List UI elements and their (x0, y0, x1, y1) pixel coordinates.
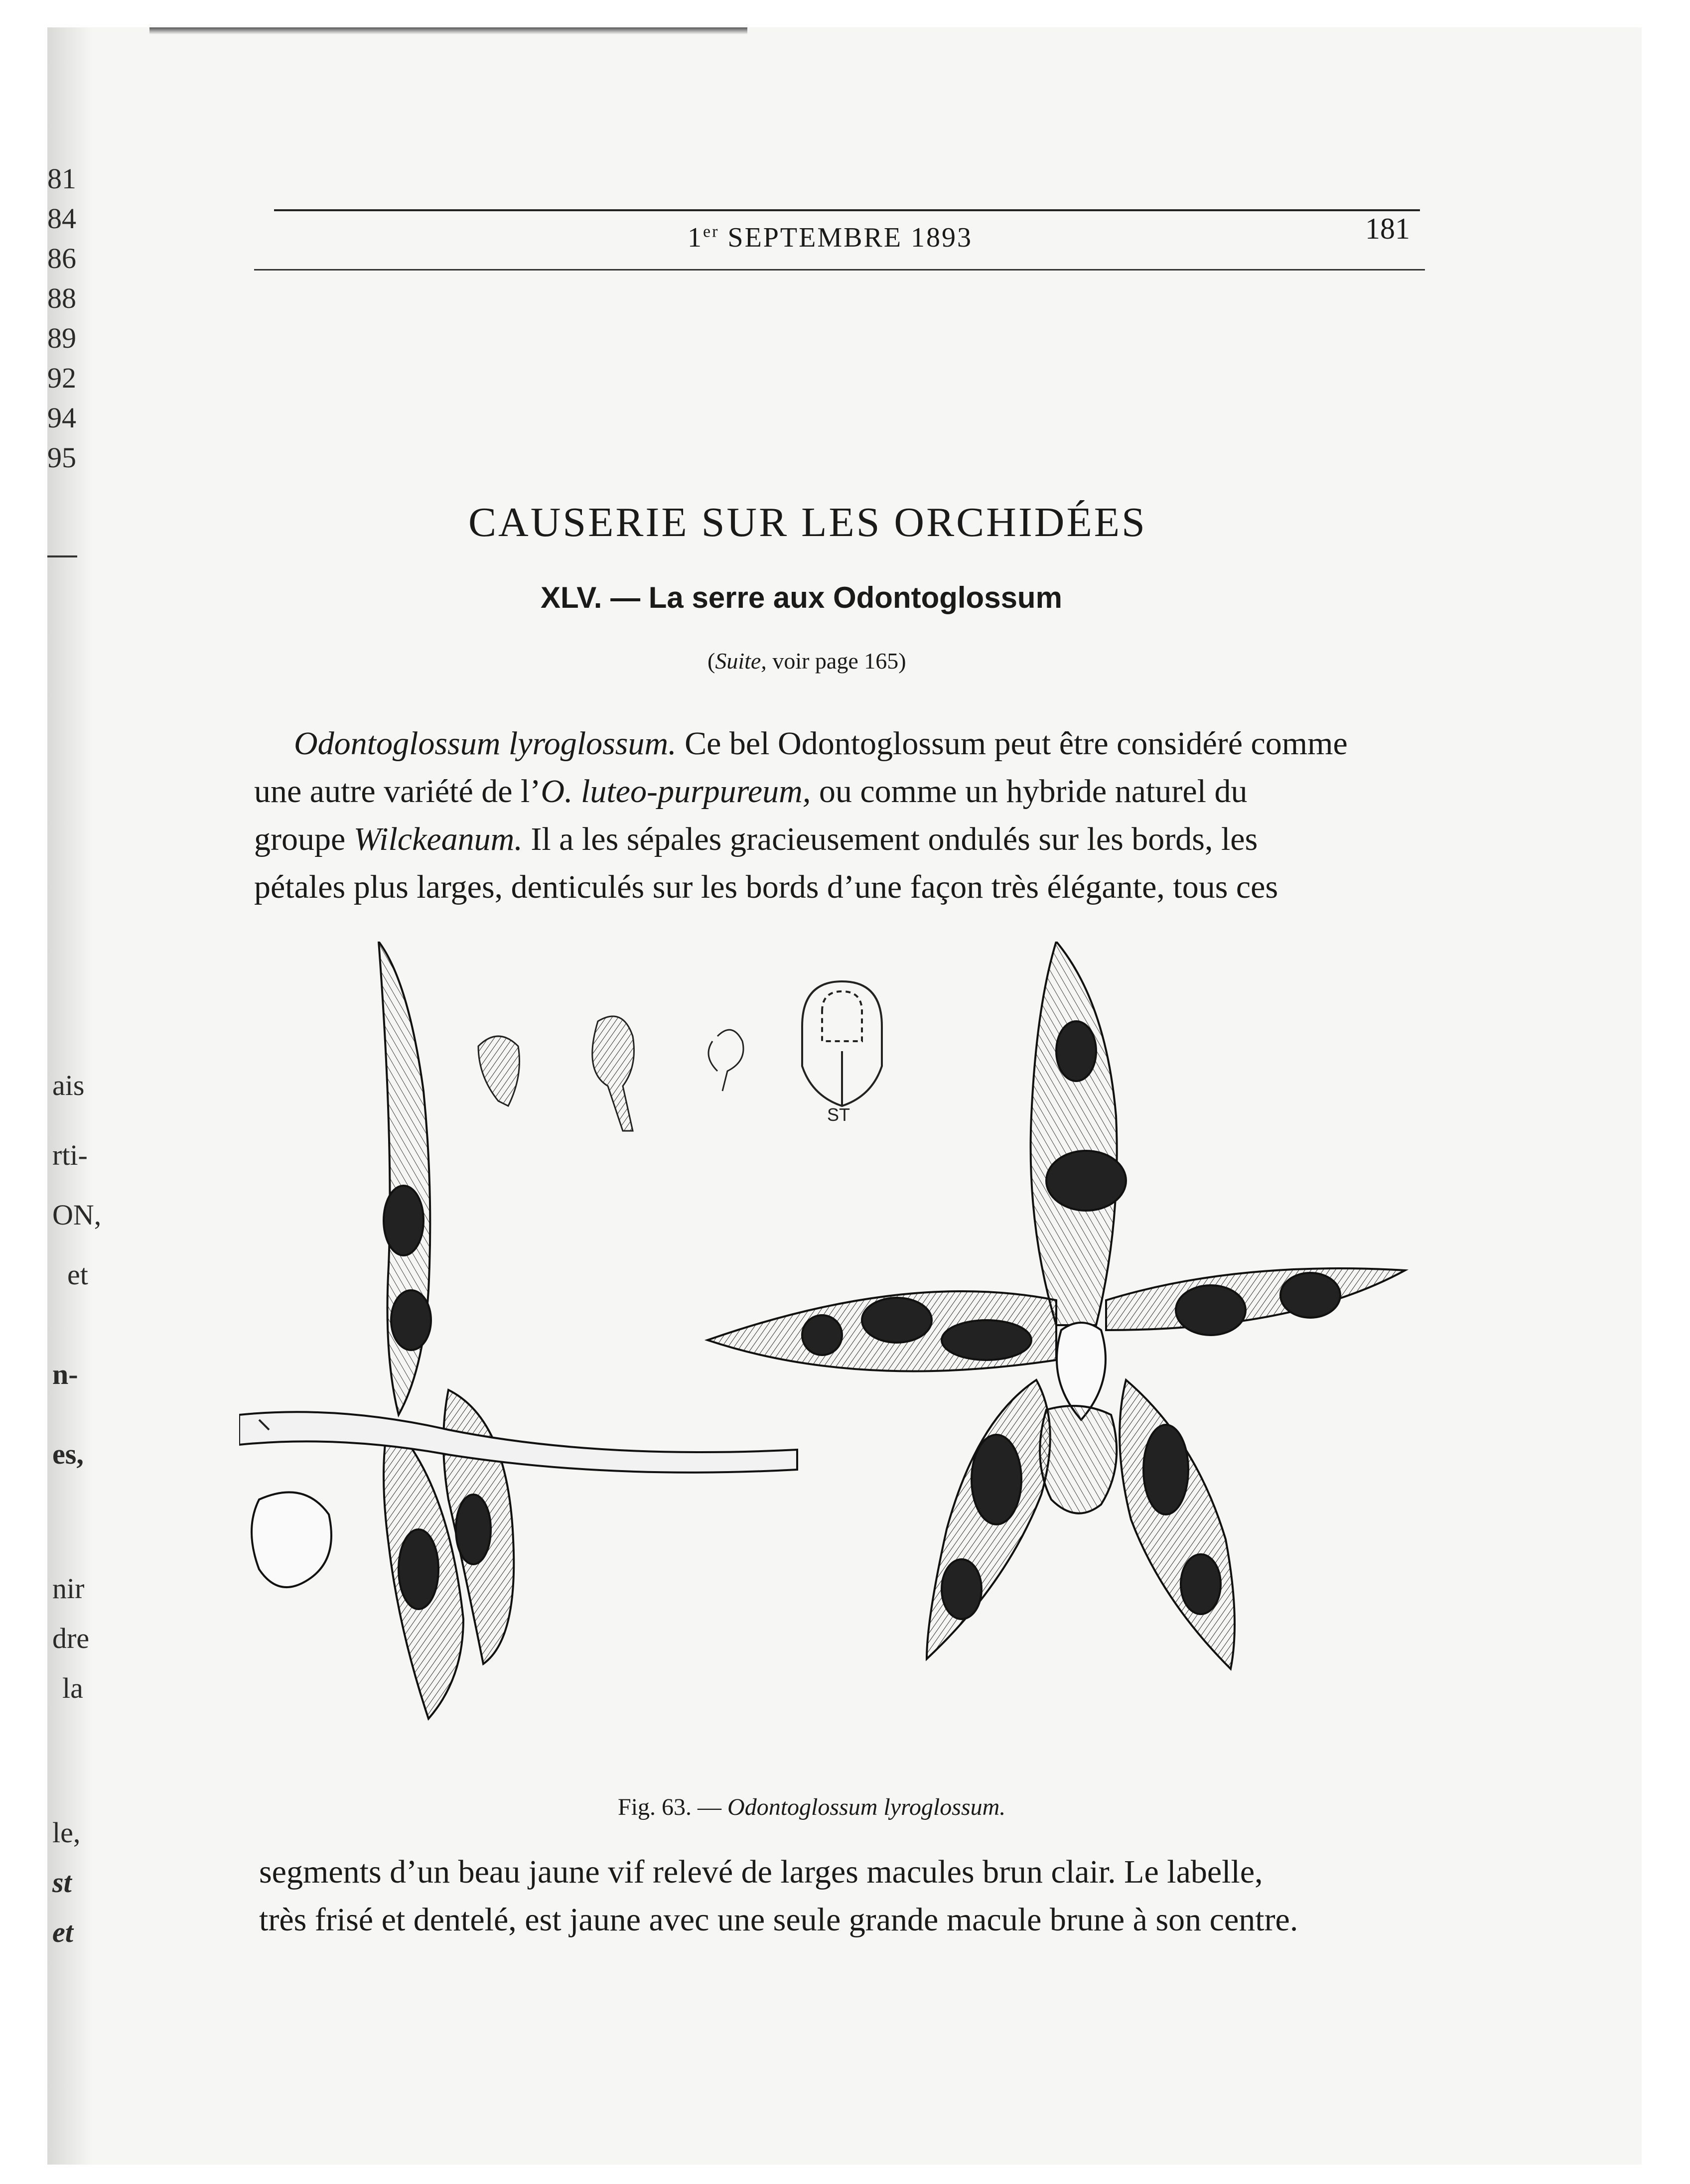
margin-number: 95 (47, 441, 76, 474)
margin-number: 89 (47, 322, 76, 354)
margin-word: ON, (52, 1199, 102, 1231)
margin-word: le, (52, 1816, 81, 1849)
right-flower (707, 942, 1405, 1669)
header-rule (254, 269, 1425, 271)
orchid-engraving (239, 942, 1460, 1788)
continuation-note: (Suite, voir page 165) (707, 648, 906, 674)
margin-number: 92 (47, 362, 76, 394)
text-line: groupe Wilckeanum. Il a les sépales gracieusement ondulés sur les bords, les (254, 821, 1258, 857)
text-line: très frisé et dentelé, est jaune avec une seule grande macule brune à son centre. (259, 1902, 1298, 1938)
margin-word: n- (52, 1358, 78, 1390)
margin-word: st (52, 1866, 72, 1899)
text-line: segments d’un beau jaune vif relevé de larges macules brun clair. Le labelle, (259, 1854, 1263, 1890)
margin-word: nir (52, 1572, 85, 1605)
margin-word: dre (52, 1622, 90, 1654)
margin-number: 84 (47, 202, 76, 235)
running-header-date: 1er SEPTEMBRE 1893 (688, 222, 973, 253)
page-top-edge (149, 27, 747, 34)
margin-number: 86 (47, 242, 76, 274)
margin-word: rti- (52, 1139, 88, 1171)
column-detail-3 (708, 1030, 743, 1091)
text-line: pétales plus larges, denticulés sur les bords d’une façon très élégante, tous ces (254, 869, 1278, 905)
margin-word: es, (52, 1438, 84, 1470)
figure-caption: Fig. 63. — Odontoglossum lyroglossum. (618, 1794, 1006, 1820)
anther-diagram (802, 981, 882, 1125)
article-title: CAUSERIE SUR LES ORCHIDÉES (468, 499, 1147, 546)
column-detail-2 (592, 1016, 634, 1131)
article-subtitle: XLV. — La serre aux Odontoglossum (541, 581, 1062, 614)
column-detail-1 (478, 1036, 520, 1106)
margin-number: 81 (47, 162, 76, 195)
page-number: 181 (1365, 212, 1410, 245)
detail-label: ST (827, 1104, 850, 1125)
body-paragraph (254, 720, 1432, 911)
margin-word: la (62, 1672, 83, 1704)
header-rule (274, 209, 1420, 211)
margin-number: 88 (47, 282, 76, 314)
margin-word: et (52, 1916, 73, 1948)
text-line: Odontoglossum lyroglossum. Ce bel Odontoglossum peut être considéré comme (294, 725, 1348, 762)
margin-word: ais (52, 1069, 85, 1101)
margin-word: et (67, 1258, 88, 1291)
orchid-illustration (239, 942, 1460, 1788)
margin-rule (47, 555, 77, 557)
text-line: une autre variété de l’O. luteo-purpureum, ou comme un hybride naturel du (254, 773, 1248, 810)
margin-number: 94 (47, 402, 76, 434)
continuation-paragraph (259, 1848, 1435, 1944)
